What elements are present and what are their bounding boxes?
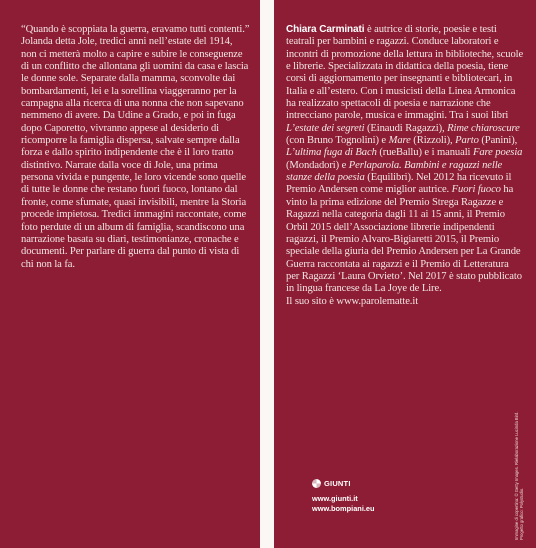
- book-title: Fuori fuoco: [451, 184, 501, 196]
- book-title: L’ultima fuga di Bach: [286, 147, 377, 159]
- back-cover-left-panel: [0, 0, 260, 548]
- book-title: Rime chiaroscure: [447, 122, 520, 134]
- author-name: Chiara Carminati: [286, 24, 365, 35]
- author-website: Il suo sito è www.parolematte.it: [286, 295, 419, 307]
- publisher-block: [312, 479, 432, 513]
- author-biography: Chiara Carminati è autrice di storie, poesie e testi teatrali per bambini e ragazzi. Conduce laboratori e incontri di promozione della lettura in biblioteche, scuole e librerie. Specializzata in didattica della poesia, tiene corsi di aggiornamento per insegnanti e bibliotecari, in Italia e all’estero. Con i musicisti della Linea Armonica ha realizzato spettacoli di poesia e narrazione che intrecciano parole, musica e immagini. Tra i suoi libri L’estate dei segreti (Einaudi Ragazzi), Rime chiaroscure (con Bruno Tognolini) e Mare (Rizzoli), Parto (Panini), L’ultima fuga di Bach (rueBallu) e i manuali Fare poesia (Mondadori) e Perlaparola. Bambini e ragazzi nelle stanze della poesia (Equilibri). Nel 2012 ha ricevuto il Premio Andersen come miglior autrice. Fuori fuoco ha vinto la prima edizione del Premio Strega Ragazze e Ragazzi nella categoria dagli 11 ai 15 anni, il Premio Orbil 2015 dell’Associazione librerie indipendenti ragazzi, il Premio Alvaro-Bigiaretti 2015, il Premio speciale della giuria del Premio Andersen per La Grande Guerra raccontata ai ragazzi e il Premio di Letteratura per Ragazzi ‘Laura Orvieto’. Nel 2017 è stato pubblicato in lingua francese da La Joye de Lire. Il suo sito è www.parolematte.it: [286, 24, 524, 307]
- book-title: Fare poesia: [472, 147, 523, 159]
- publisher-logo: [312, 479, 432, 488]
- book-title: Perlaparola. Bambini e ragazzi nelle stanze della poesia: [286, 159, 503, 184]
- publisher-url-bompiani: www.bompiani.eu: [312, 503, 375, 513]
- graphic-design-credit: Progetto grafico: Polystudio.: [519, 487, 524, 540]
- book-title: Parto: [455, 135, 479, 147]
- publisher-url-giunti: www.giunti.it: [312, 494, 358, 503]
- giunti-logo-icon: [312, 479, 321, 488]
- book-spine-divider: [260, 0, 274, 548]
- book-synopsis: “Quando è scoppiata la guerra, eravamo tutti contenti.” Jolanda detta Jole, tredici anni nell’estate del 1914, non ci metterà molto a capire e subire le conseguenze di un conflitto che allontana gli uomini da casa e lascia le donne sole. Separate dalla mamma, sconvolte dai bombardamenti, lei e la sorellina viaggeranno per la campagna alla ricerca di una nonna che non sapevano nemmeno di avere. Da Udine a Grado, e poi in fuga dopo Caporetto, vivranno appese al desiderio di ricomporre la famiglia dispersa, salvate sempre dalla forza e dallo spirito indipendente che è il loro tratto distintivo. Narrate dalla voce di Jole, una prima persona vivida e pungente, le loro vicende sono quelle di tutte le donne che restano fuori fuoco, lontano dal fronte, come sfumate, quasi invisibili, mentre la Storia procede impietosa. Tredici immagini raccontate, come foto perdute di un album di famiglia, scandiscono una narrazione basata su diari, testimonianze, cronache e documenti. Per parlare di guerra dal punto di vista di chi non la fa.: [21, 24, 250, 270]
- book-title: L’estate dei segreti: [286, 122, 365, 134]
- cover-image-credit: Immagine di copertina: © Getty Images. Rielaborazione Lucinda Bird.: [514, 411, 519, 540]
- publisher-urls: [312, 494, 432, 513]
- author-flap-panel: [274, 0, 536, 548]
- publisher-logo-text: GIUNTI: [324, 479, 351, 488]
- image-credits: [514, 411, 524, 540]
- book-title: Mare: [388, 135, 411, 147]
